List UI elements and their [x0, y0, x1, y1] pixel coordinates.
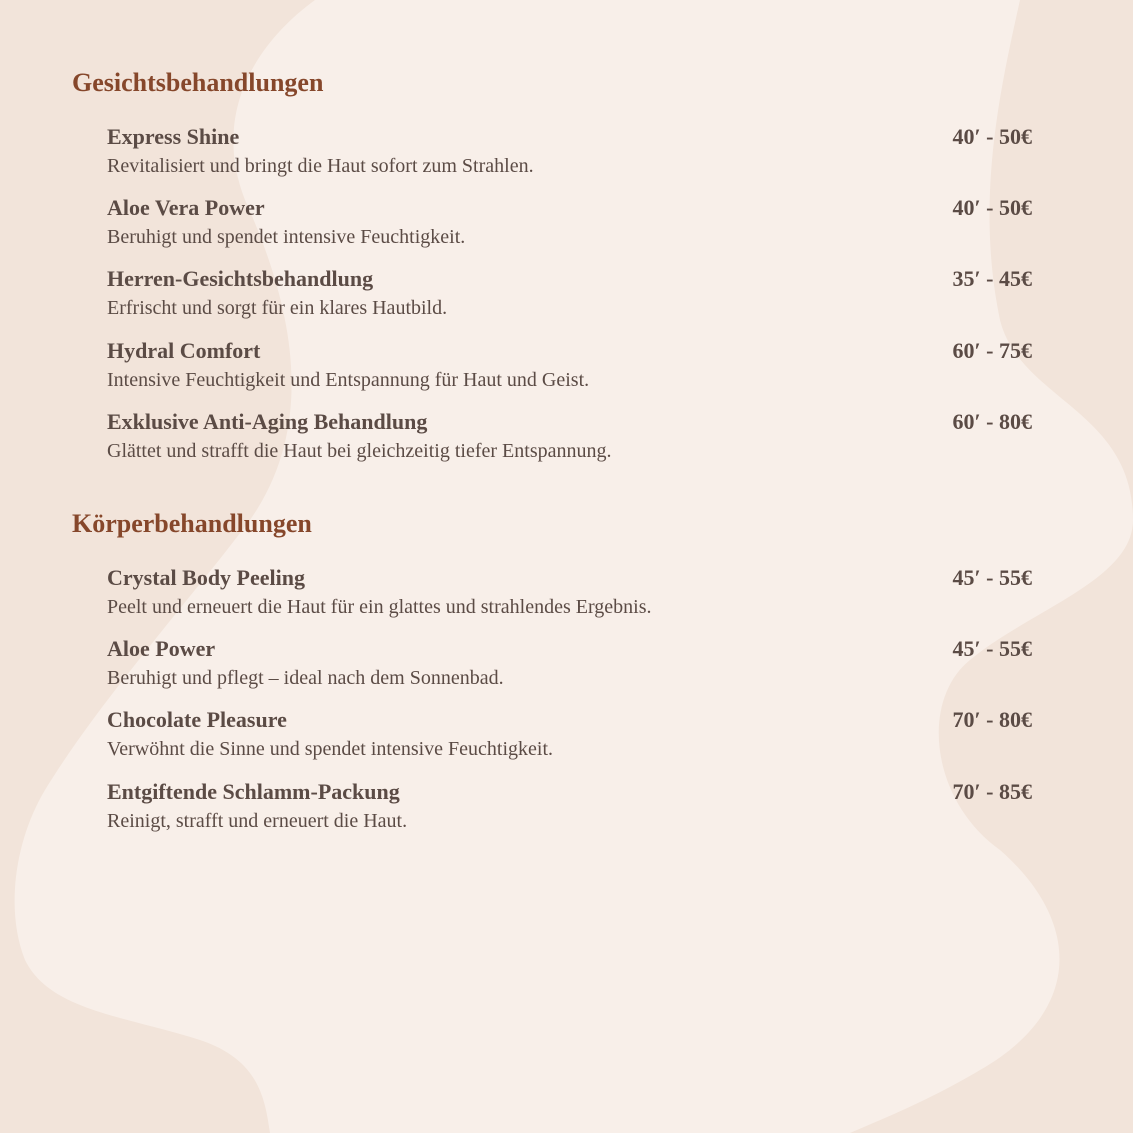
treatment-price: 45′ - 55€	[952, 565, 1032, 590]
treatment-price: 35′ - 45€	[952, 266, 1032, 291]
treatment-description: Glättet und strafft die Haut bei gleichzeitig tiefer Entspannung.	[107, 440, 612, 462]
list-item	[107, 338, 1032, 398]
list-item	[107, 636, 1032, 696]
treatment-name: Hydral Comfort	[107, 338, 261, 363]
treatment-description: Peelt und erneuert die Haut für ein glattes und strahlendes Ergebnis.	[107, 596, 652, 618]
list-item	[107, 124, 1032, 184]
list-item	[107, 195, 1032, 255]
treatment-price: 60′ - 80€	[952, 409, 1032, 434]
treatment-description: Intensive Feuchtigkeit und Entspannung für Haut und Geist.	[107, 369, 590, 391]
treatment-description: Revitalisiert und bringt die Haut sofort zum Strahlen.	[107, 155, 534, 177]
list-item	[107, 409, 1032, 469]
treatment-name: Express Shine	[107, 124, 240, 149]
treatment-name: Chocolate Pleasure	[107, 707, 287, 732]
treatment-name: Entgiftende Schlamm-Packung	[107, 779, 400, 804]
treatment-description: Beruhigt und spendet intensive Feuchtigkeit.	[107, 226, 466, 248]
treatment-name: Crystal Body Peeling	[107, 565, 305, 590]
list-item	[107, 707, 1032, 767]
treatment-price: 40′ - 50€	[952, 124, 1032, 149]
treatment-price: 40′ - 50€	[952, 195, 1032, 220]
treatment-price: 60′ - 75€	[952, 338, 1032, 363]
treatment-price: 70′ - 85€	[952, 779, 1032, 804]
treatment-description: Reinigt, strafft und erneuert die Haut.	[107, 810, 408, 832]
treatment-name: Herren-Gesichtsbehandlung	[107, 266, 374, 291]
treatment-description: Beruhigt und pflegt – ideal nach dem Sonnenbad.	[107, 667, 504, 689]
treatment-name: Aloe Power	[107, 636, 216, 661]
list-item	[107, 266, 1032, 326]
treatment-name: Aloe Vera Power	[107, 195, 265, 220]
treatment-description: Erfrischt und sorgt für ein klares Hautbild.	[107, 297, 448, 319]
list-item	[107, 565, 1032, 625]
treatment-name: Exklusive Anti-Aging Behandlung	[107, 409, 428, 434]
treatment-price: 45′ - 55€	[952, 636, 1032, 661]
list-item	[107, 779, 1032, 839]
section-title-koerperbehandlungen: Körperbehandlungen	[72, 509, 312, 538]
treatment-price: 70′ - 80€	[952, 707, 1032, 732]
section-title-gesichtsbehandlungen: Gesichtsbehandlungen	[72, 68, 324, 97]
treatment-description: Verwöhnt die Sinne und spendet intensive Feuchtigkeit.	[107, 738, 554, 760]
